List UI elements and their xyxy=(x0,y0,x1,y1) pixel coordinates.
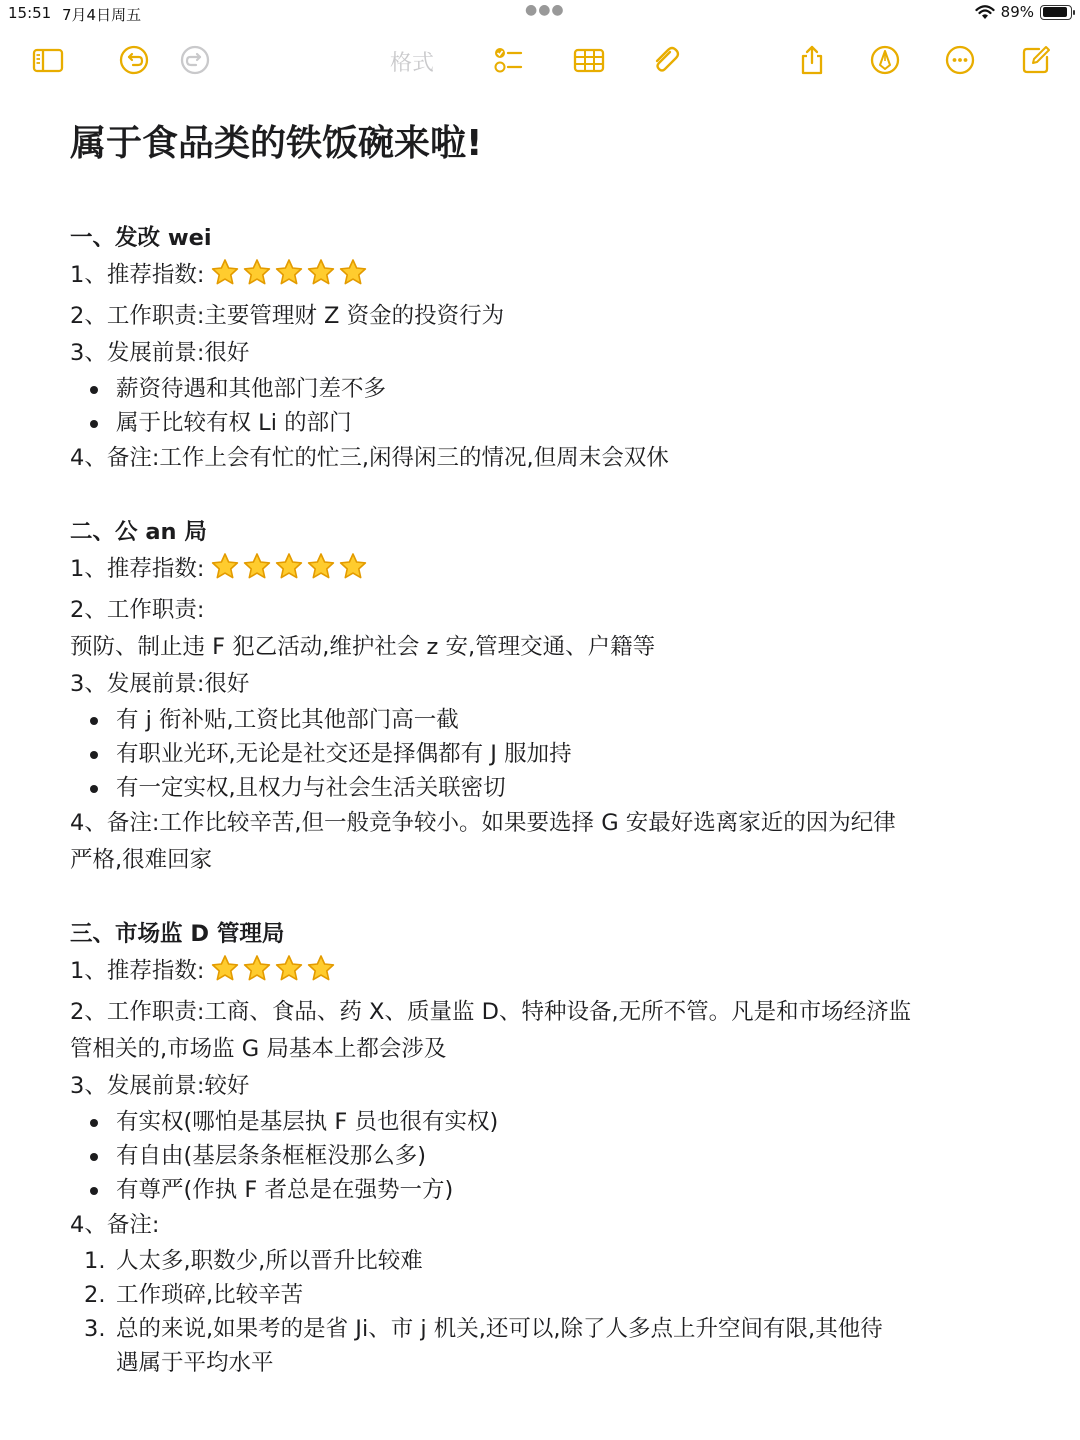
new-note-button[interactable] xyxy=(1014,38,1058,82)
undo-icon xyxy=(117,43,151,77)
remark-line: 严格,很难回家 xyxy=(70,847,213,873)
star-icon xyxy=(338,552,368,580)
numbered-text: 人太多,职数少,所以晋升比较难 xyxy=(116,1248,423,1274)
star-rating xyxy=(210,954,338,994)
star-rating xyxy=(210,552,370,592)
checklist-icon xyxy=(491,43,525,77)
remark-line: 4、备注:工作比较辛苦,但一般竞争较小。如果要选择 G 安最好选离家近的因为纪律 xyxy=(70,810,896,836)
bullet-item: 有职业光环,无论是社交还是择偶都有 J 服加持 xyxy=(70,737,1010,771)
redo-icon xyxy=(178,43,212,77)
checklist-button[interactable] xyxy=(486,38,530,82)
duty-detail-line: 预防、制止违 F 犯乙活动,维护社会 z 安,管理交通、户籍等 xyxy=(70,634,656,660)
note-title: 属于食品类的铁饭碗来啦! xyxy=(70,123,483,164)
share-button[interactable] xyxy=(790,38,834,82)
section-heading: 一、发改 wei xyxy=(70,225,212,251)
star-icon xyxy=(210,552,240,580)
rating-line xyxy=(70,257,1010,298)
star-icon xyxy=(306,258,336,286)
duty-line: 2、工作职责: xyxy=(70,597,205,623)
star-icon xyxy=(338,258,368,286)
star-icon xyxy=(274,552,304,580)
rating-label: 1、推荐指数: xyxy=(70,556,205,582)
numbered-item xyxy=(70,1244,1010,1278)
sidebar-toggle-button[interactable] xyxy=(25,38,69,82)
numbered-text: 工作琐碎,比较辛苦 xyxy=(116,1282,304,1308)
note-body[interactable] xyxy=(70,118,1010,1380)
rating-label: 1、推荐指数: xyxy=(70,958,205,984)
outlook-line: 3、发展前景:较好 xyxy=(70,1073,250,1099)
bullet-item: 属于比较有权 Li 的部门 xyxy=(70,406,1010,440)
paperclip-icon xyxy=(648,43,682,77)
sidebar-icon xyxy=(30,43,64,77)
list-number: 1. xyxy=(84,1248,106,1274)
bullet-item: 有自由(基层条条框框没那么多) xyxy=(70,1139,1010,1173)
star-icon xyxy=(242,258,272,286)
bullet-item: 薪资待遇和其他部门差不多 xyxy=(70,372,1010,406)
status-date: 7月4日周五 xyxy=(62,6,142,24)
bullet-item: 有尊严(作执 F 者总是在强势一方) xyxy=(70,1173,1010,1207)
battery-percent: 89% xyxy=(1000,3,1034,21)
section-heading: 三、市场监 D 管理局 xyxy=(70,921,285,947)
star-icon xyxy=(274,954,304,982)
battery-icon xyxy=(1040,5,1072,20)
markup-button[interactable] xyxy=(863,38,907,82)
list-number: 3. xyxy=(84,1316,106,1342)
redo-button[interactable] xyxy=(173,38,217,82)
star-rating xyxy=(210,258,370,298)
bullet-item: 有 j 衔补贴,工资比其他部门高一截 xyxy=(70,703,1010,737)
multitasking-dots-icon[interactable]: ●●● xyxy=(525,2,565,18)
numbered-item-continuation: 遇属于平均水平 xyxy=(116,1350,274,1376)
more-button[interactable] xyxy=(938,38,982,82)
battery-fill xyxy=(1043,7,1067,17)
pen-tip-icon xyxy=(868,43,902,77)
duty-line: 管相关的,市场监 G 局基本上都会涉及 xyxy=(70,1036,447,1062)
status-bar xyxy=(0,0,1080,28)
share-icon xyxy=(795,43,829,77)
star-icon xyxy=(242,552,272,580)
table-icon xyxy=(571,43,605,77)
rating-line xyxy=(70,551,1010,592)
section-heading: 二、公 an 局 xyxy=(70,519,207,545)
outlook-line: 3、发展前景:很好 xyxy=(70,671,250,697)
duty-line: 2、工作职责:主要管理财 Z 资金的投资行为 xyxy=(70,303,505,329)
notes-toolbar xyxy=(0,38,1080,84)
duty-line: 2、工作职责:工商、食品、药 X、质量监 D、特种设备,无所不管。凡是和市场经济监 xyxy=(70,999,912,1025)
star-icon xyxy=(242,954,272,982)
spacer xyxy=(70,879,1010,916)
star-icon xyxy=(274,258,304,286)
remark-line: 4、备注: xyxy=(70,1212,160,1238)
format-button[interactable]: 格式 xyxy=(390,51,435,76)
status-right xyxy=(975,3,1072,21)
spacer xyxy=(70,477,1010,514)
status-time: 15:51 xyxy=(8,4,52,22)
bullet-item: 有一定实权,且权力与社会生活关联密切 xyxy=(70,771,1010,805)
rating-line xyxy=(70,953,1010,994)
attachment-button[interactable] xyxy=(643,38,687,82)
star-icon xyxy=(306,954,336,982)
rating-label: 1、推荐指数: xyxy=(70,262,205,288)
remark-line: 4、备注:工作上会有忙的忙三,闲得闲三的情况,但周末会双休 xyxy=(70,445,669,471)
star-icon xyxy=(210,258,240,286)
numbered-item xyxy=(70,1312,1010,1346)
table-button[interactable] xyxy=(566,38,610,82)
numbered-item xyxy=(70,1278,1010,1312)
wifi-icon xyxy=(975,5,995,20)
undo-button[interactable] xyxy=(112,38,156,82)
numbered-text: 总的来说,如果考的是省 Ji、市 j 机关,还可以,除了人多点上升空间有限,其他待 xyxy=(116,1316,883,1342)
list-number: 2. xyxy=(84,1282,106,1308)
outlook-line: 3、发展前景:很好 xyxy=(70,340,250,366)
star-icon xyxy=(210,954,240,982)
compose-icon xyxy=(1019,43,1053,77)
star-icon xyxy=(306,552,336,580)
bullet-item: 有实权(哪怕是基层执 F 员也很有实权) xyxy=(70,1105,1010,1139)
ellipsis-icon xyxy=(943,43,977,77)
